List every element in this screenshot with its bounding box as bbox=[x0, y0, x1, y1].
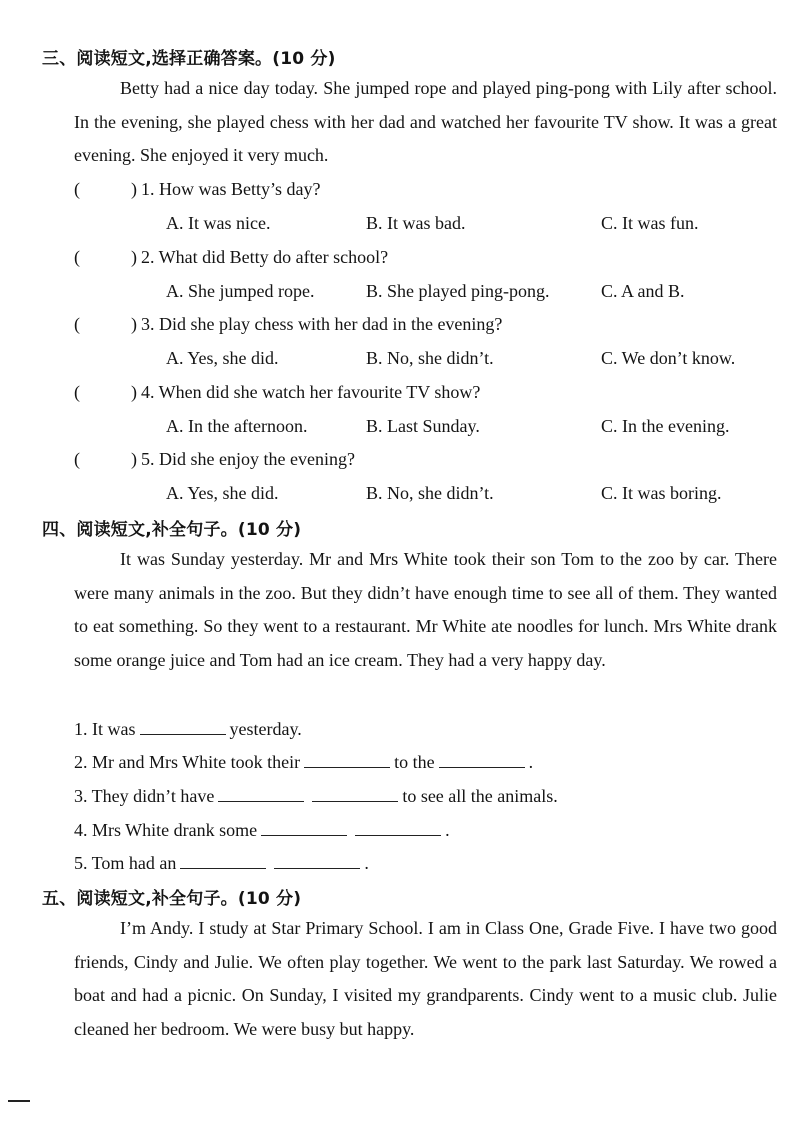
q5-paren-right: ) bbox=[131, 449, 137, 469]
answer-blank[interactable] bbox=[304, 751, 390, 768]
answer-blank[interactable] bbox=[439, 751, 525, 768]
q5-option-a: A. Yes, she did. bbox=[166, 483, 279, 503]
section3-passage: Betty had a nice day today. She jumped rope and played ping-pong with Lily after school. In the evening, she played chess with her dad and watched her favourite TV show. It was a great evening. She enjoyed it very much. bbox=[74, 78, 777, 166]
question-2: 2. What did Betty do after school? bbox=[141, 247, 389, 267]
section4-passage: It was Sunday yesterday. Mr and Mrs White took their son Tom to the zoo by car. There were many animals in the zoo. But they didn’t have enough time to see all of them. They wanted to eat something. So they went to a restaurant. Mr White ate noodles for lunch. Mrs White drank some orange juice and Tom had an ice cream. They had a very happy day. bbox=[74, 549, 777, 670]
q4-option-a: A. In the afternoon. bbox=[166, 416, 308, 436]
q1-option-a: A. It was nice. bbox=[166, 213, 271, 233]
answer-blank[interactable] bbox=[355, 819, 441, 836]
page-edge-mark bbox=[8, 1100, 30, 1102]
fill-item-1: 1. It was yesterday. bbox=[74, 719, 302, 739]
q2-paren-right: ) bbox=[131, 247, 137, 267]
q4-paren-left: ( bbox=[74, 382, 80, 402]
question-3: 3. Did she play chess with her dad in the evening? bbox=[141, 314, 503, 334]
answer-blank[interactable] bbox=[180, 852, 266, 869]
q2-option-c: C. A and B. bbox=[601, 281, 685, 301]
section4-heading: 四、阅读短文,补全句子。(10 分) bbox=[42, 520, 302, 540]
q3-option-a: A. Yes, she did. bbox=[166, 348, 279, 368]
q5-paren-left: ( bbox=[74, 449, 80, 469]
q2-paren-left: ( bbox=[74, 247, 80, 267]
fill-item-2: 2. Mr and Mrs White took their to the . bbox=[74, 752, 534, 772]
section5-heading: 五、阅读短文,补全句子。(10 分) bbox=[42, 889, 302, 909]
section3-heading: 三、阅读短文,选择正确答案。(10 分) bbox=[42, 49, 336, 69]
q3-option-c: C. We don’t know. bbox=[601, 348, 736, 368]
q4-option-c: C. In the evening. bbox=[601, 416, 730, 436]
q5-option-b: B. No, she didn’t. bbox=[366, 483, 494, 503]
fill-item-5: 5. Tom had an . bbox=[74, 853, 369, 873]
answer-blank[interactable] bbox=[140, 718, 226, 735]
answer-blank[interactable] bbox=[312, 785, 398, 802]
question-5: 5. Did she enjoy the evening? bbox=[141, 449, 355, 469]
q3-paren-right: ) bbox=[131, 314, 137, 334]
q5-option-c: C. It was boring. bbox=[601, 483, 722, 503]
question-4: 4. When did she watch her favourite TV show? bbox=[141, 382, 481, 402]
q1-option-b: B. It was bad. bbox=[366, 213, 466, 233]
q1-paren-right: ) bbox=[131, 179, 137, 199]
q4-paren-right: ) bbox=[131, 382, 137, 402]
fill-item-4: 4. Mrs White drank some . bbox=[74, 820, 450, 840]
q4-option-b: B. Last Sunday. bbox=[366, 416, 480, 436]
q2-option-b: B. She played ping-pong. bbox=[366, 281, 550, 301]
q1-paren-left: ( bbox=[74, 179, 80, 199]
answer-blank[interactable] bbox=[261, 819, 347, 836]
fill-item-3: 3. They didn’t have to see all the animals. bbox=[74, 786, 558, 806]
q3-paren-left: ( bbox=[74, 314, 80, 334]
section5-passage: I’m Andy. I study at Star Primary School. I am in Class One, Grade Five. I have two good friends, Cindy and Julie. We often play together. We went to the park last Saturday. We rowed a boat and had a picnic. On Sunday, I visited my grandparents. Cindy went to a music club. Julie cleaned her bedroom. We were busy but happy. bbox=[74, 918, 777, 1039]
question-1: 1. How was Betty’s day? bbox=[141, 179, 321, 199]
answer-blank[interactable] bbox=[274, 852, 360, 869]
answer-blank[interactable] bbox=[218, 785, 304, 802]
q3-option-b: B. No, she didn’t. bbox=[366, 348, 494, 368]
q2-option-a: A. She jumped rope. bbox=[166, 281, 315, 301]
q1-option-c: C. It was fun. bbox=[601, 213, 699, 233]
